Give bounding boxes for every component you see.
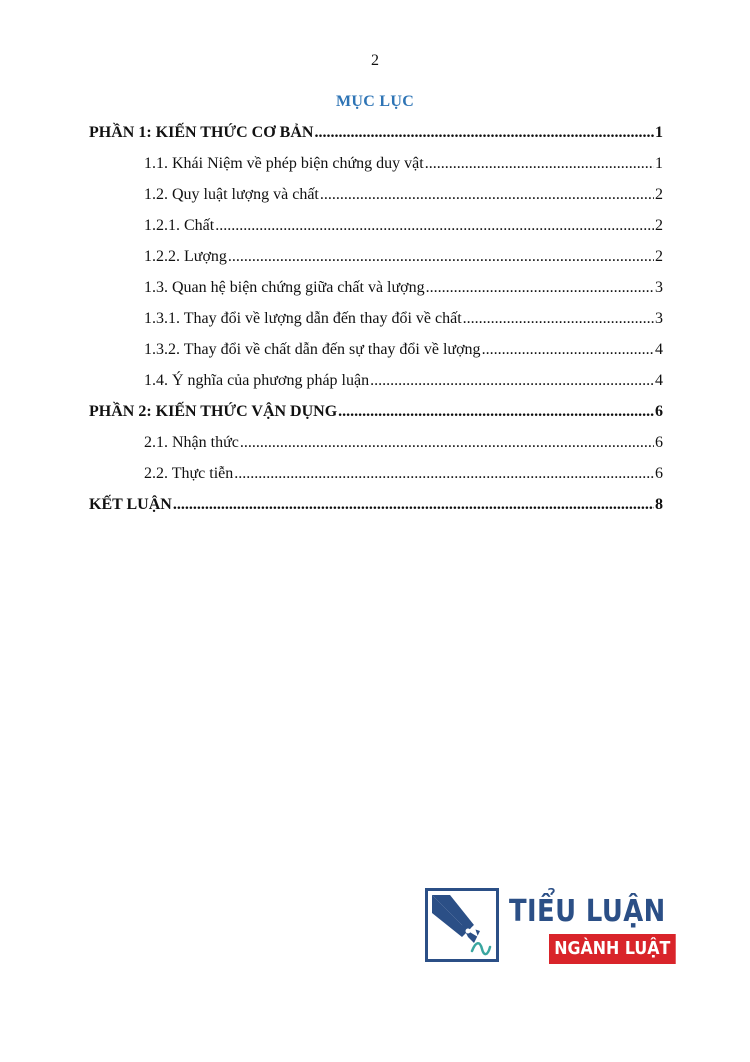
dot-leader — [426, 279, 654, 297]
toc-entry-label: 1.4. Ý nghĩa của phương pháp luận — [144, 372, 370, 389]
toc-entry-page: 1 — [655, 124, 663, 141]
toc-entry-label: 2.2. Thực tiễn — [144, 465, 234, 482]
toc-entry-page: 4 — [655, 372, 663, 389]
toc-title: MỤC LỤC — [335, 93, 415, 110]
toc-entry[interactable] — [89, 434, 663, 465]
toc-entry-label: 1.3. Quan hệ biện chứng giữa chất và lượng — [144, 279, 425, 296]
toc-entry[interactable] — [89, 372, 663, 403]
toc-entry-label: 2.1. Nhận thức — [144, 434, 239, 451]
logo-subtitle: NGÀNH LUẬT — [549, 934, 676, 964]
toc-entry[interactable] — [89, 124, 663, 155]
toc-entry-page: 2 — [655, 217, 663, 234]
dot-leader — [228, 248, 654, 266]
toc-entry-page: 6 — [655, 465, 663, 482]
toc-entry-page: 3 — [655, 310, 663, 327]
toc-entry-label: KẾT LUẬN — [89, 496, 172, 513]
toc-entry-page: 6 — [655, 403, 663, 420]
dot-leader — [173, 496, 654, 514]
logo — [425, 888, 670, 968]
toc-entry[interactable] — [89, 465, 663, 496]
toc-entry-label: 1.3.1. Thay đổi về lượng dẫn đến thay đổi về chất — [144, 310, 462, 327]
toc-entry-page: 1 — [655, 155, 663, 172]
dot-leader — [482, 341, 654, 359]
toc-entry-label: 1.3.2. Thay đổi về chất dẫn đến sự thay đổi về lượng — [144, 341, 481, 358]
toc-entry[interactable] — [89, 186, 663, 217]
dot-leader — [215, 217, 654, 235]
pen-nib-icon — [428, 891, 496, 959]
toc-entry-page: 6 — [655, 434, 663, 451]
table-of-contents — [89, 124, 663, 527]
toc-entry-page: 8 — [655, 496, 663, 513]
dot-leader — [338, 403, 654, 421]
toc-entry[interactable] — [89, 310, 663, 341]
toc-entry-label: 1.2.2. Lượng — [144, 248, 227, 265]
toc-entry-label: 1.2. Quy luật lượng và chất — [144, 186, 319, 203]
toc-entry-page: 4 — [655, 341, 663, 358]
toc-entry-label: 1.2.1. Chất — [144, 217, 215, 234]
toc-entry[interactable] — [89, 217, 663, 248]
dot-leader — [314, 124, 654, 142]
toc-entry-page: 2 — [655, 248, 663, 265]
dot-leader — [463, 310, 654, 328]
dot-leader — [320, 186, 654, 204]
toc-entry[interactable] — [89, 496, 663, 527]
toc-entry-label: 1.1. Khái Niệm về phép biện chứng duy vật — [144, 155, 424, 172]
toc-entry-label: PHẦN 2: KIẾN THỨC VẬN DỤNG — [89, 403, 338, 420]
toc-entry[interactable] — [89, 279, 663, 310]
toc-entry-page: 2 — [655, 186, 663, 203]
toc-entry[interactable] — [89, 341, 663, 372]
dot-leader — [425, 155, 654, 173]
dot-leader — [240, 434, 654, 452]
logo-icon-box — [425, 888, 499, 962]
toc-entry[interactable] — [89, 155, 663, 186]
toc-entry[interactable] — [89, 403, 663, 434]
toc-entry-label: PHẦN 1: KIẾN THỨC CƠ BẢN — [89, 124, 314, 141]
toc-entry-page: 3 — [655, 279, 663, 296]
page-number: 2 — [371, 52, 379, 69]
dot-leader — [234, 465, 654, 483]
toc-entry[interactable] — [89, 248, 663, 279]
dot-leader — [370, 372, 654, 390]
logo-title: TIỂU LUẬN — [509, 894, 666, 929]
